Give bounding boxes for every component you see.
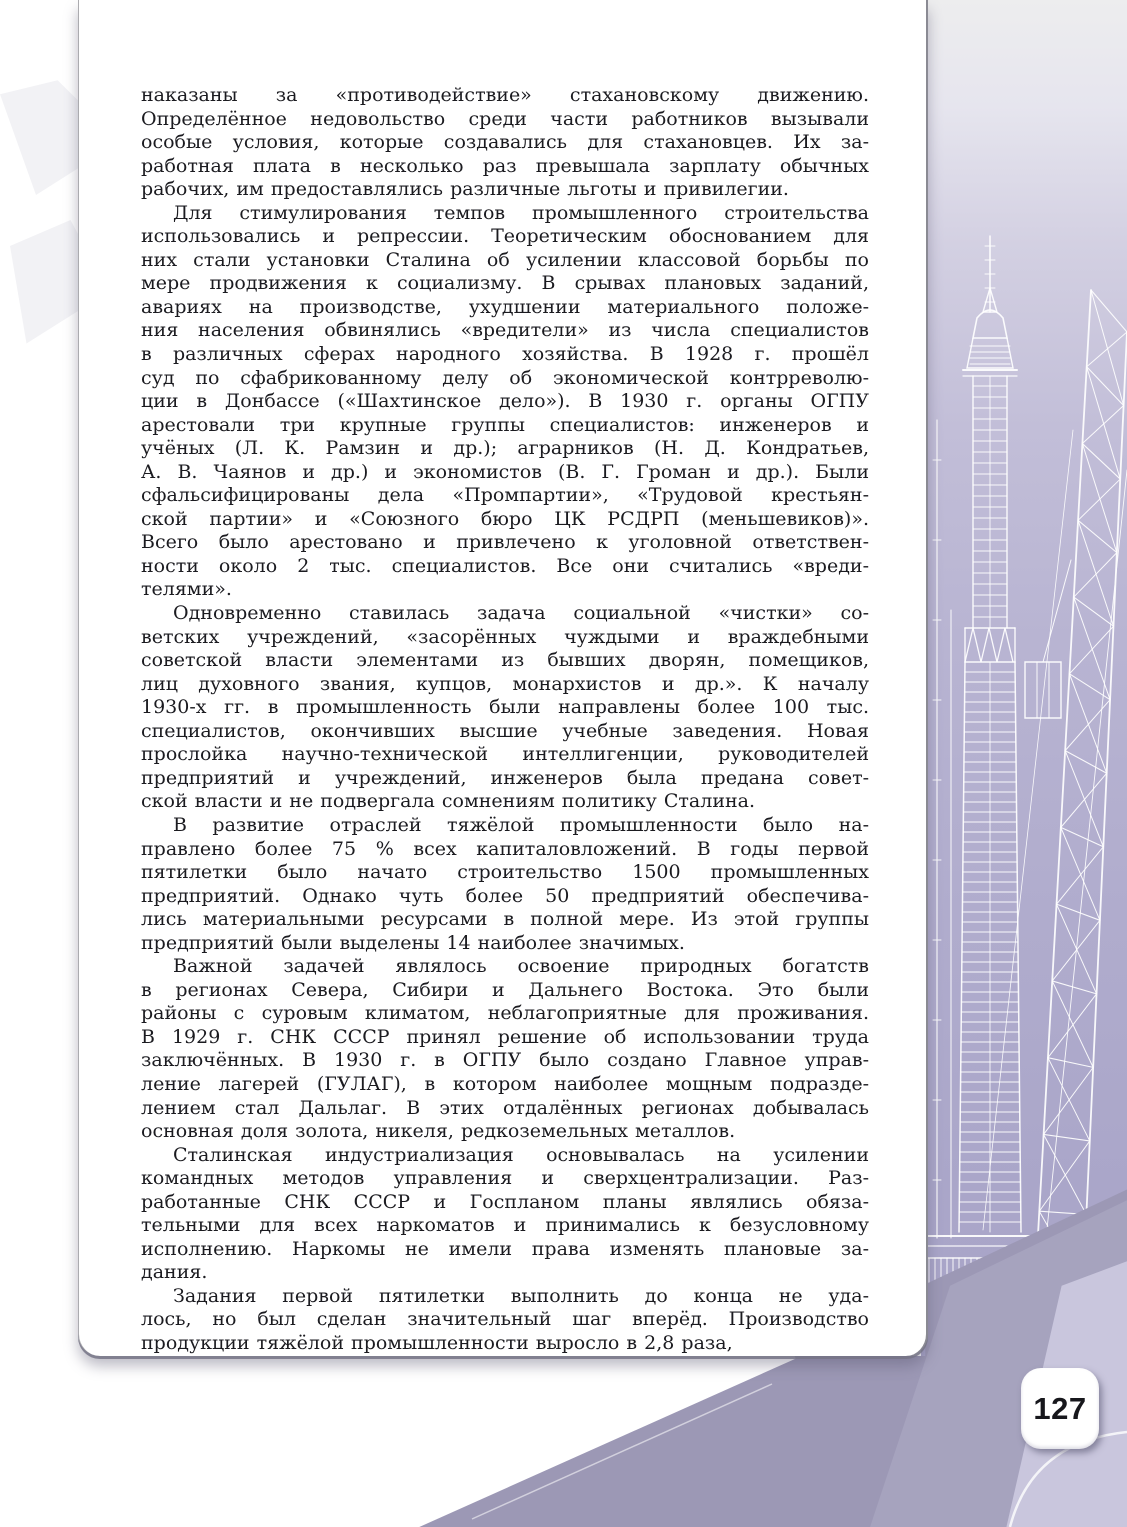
text-line: Определённое недовольство среди части работников вызывали [141,107,869,130]
paragraph [141,202,869,602]
text-line: продукции тяжёлой промышленности выросло в 2,8 раза, [141,1331,733,1354]
text-line: ской партии» и «Союзного бюро ЦК РСДРП (меньшевиков)». [141,507,869,530]
text-line: них стали установки Сталина об усилении классовой борьбы по [141,248,869,271]
text-line: сфальсифицированы дела «Промпартии», «Трудовой крестьян- [141,484,869,507]
text-line: пятилетки было начато строительство 1500 промышленных [141,861,869,884]
text-line: Задания первой пятилетки выполнить до конца не уда- [173,1284,869,1307]
text-line: рабочих, им предоставлялись различные льготы и привилегии. [141,178,789,201]
text-line: лось, но был сделан значительный шаг вперёд. Производство [141,1308,869,1331]
text-line: Сталинская индустриализация основывалась на усилении [173,1143,869,1166]
text-line: учёных (Л. К. Рамзин и др.); аграрников (Н. Д. Кондратьев, [141,437,869,460]
text-line: ветских учреждений, «засорённых чуждыми и враждебными [141,625,869,648]
text-line: тельными для всех наркоматов и принимались к безусловному [141,1214,869,1237]
text-line: телями». [141,578,232,601]
text-line: прослойка научно-технической интеллигенции, руководителей [141,743,869,766]
page-number: 127 [1033,1390,1087,1426]
text-line: лением стал Дальлаг. В этих отдалённых регионах добывалась [141,1096,869,1119]
paragraph [141,814,869,955]
paragraph [141,1144,869,1285]
text-line: лиц духовного звания, купцов, монархистов и др.». К началу [141,672,869,695]
text-line: мере продвижения к социализму. В срывах плановых заданий, [141,272,869,295]
text-line: арестовали три крупные группы специалистов: инженеров и [141,413,869,436]
paragraph [141,1285,869,1356]
paragraph [141,602,869,814]
text-line: А. В. Чаянов и др.) и экономистов (В. Г. Громан и др.). Были [141,460,869,483]
text-line: основная доля золота, никеля, редкоземельных металлов. [141,1120,736,1143]
text-line: правлено более 75 % всех капиталовложений. В годы первой [141,837,869,860]
text-line: ности около 2 тыс. специалистов. Все они считались «вреди- [141,554,869,577]
text-line: районы с суровым климатом, неблагоприятные для проживания. [141,1002,869,1025]
text-line: авариях на производстве, ухудшении материального положе- [141,295,869,318]
text-line: Для стимулирования темпов промышленного строительства [173,201,869,224]
text-line: 1930-х гг. в промышленность были направлены более 100 тыс. [141,696,869,719]
text-line: командных методов управления и сверхцентрализации. Раз- [141,1167,869,1190]
text-line: В 1929 г. СНК СССР принял решение об использовании труда [141,1025,869,1048]
text-line: ции в Донбассе («Шахтинское дело»). В 1930 г. органы ОГПУ [141,390,869,413]
text-line: исполнению. Наркомы не имели права изменять плановые за- [141,1237,869,1260]
text-line: в регионах Севера, Сибири и Дальнего Востока. Это были [141,978,869,1001]
paragraph [141,84,869,202]
text-line: ской власти и не подвергала сомнениям политику Сталина. [141,790,756,813]
paragraph [141,955,869,1143]
text-line: суд по сфабрикованному делу об экономической контрреволю- [141,366,869,389]
text-line: ление лагерей (ГУЛАГ), в котором наиболее мощным подразде- [141,1072,869,1095]
text-line: в различных сферах народного хозяйства. В 1928 г. прошёл [141,343,869,366]
text-line: специалистов, окончивших высшие учебные заведения. Новая [141,719,869,742]
text-line: использовались и репрессии. Теоретическим обоснованием для [141,225,869,248]
text-line: особые условия, которые создавались для стахановцев. Их за- [141,131,869,154]
text-line: предприятий и учреждений, инженеров была предана совет- [141,766,869,789]
text-line: В развитие отраслей тяжёлой промышленности было на- [173,813,869,836]
text-line: Одновременно ставилась задача социальной «чистки» со- [173,602,869,625]
page-number-badge [1021,1368,1099,1449]
text-line: предприятий были выделены 14 наиболее значимых. [141,931,685,954]
textbook-page [78,0,928,1356]
text-line: лись материальными ресурсами в полной мере. Из этой группы [141,908,869,931]
text-line: заключённых. В 1930 г. в ОГПУ было создано Главное управ- [141,1049,869,1072]
text-line: наказаны за «противодействие» стахановскому движению. [141,84,869,106]
text-line: советской власти элементами из бывших дворян, помещиков, [141,649,869,672]
text-line: дания. [141,1261,208,1284]
text-line: работная плата в несколько раз превышала зарплату обычных [141,154,869,177]
text-line: Важной задачей являлось освоение природных богатств [173,955,869,978]
text-line: предприятий. Однако чуть более 50 предприятий обеспечива- [141,884,869,907]
text-line: Всего было арестовано и привлечено к уголовной ответствен- [141,531,869,554]
text-line: ния населения обвинялись «вредители» из числа специалистов [141,319,869,342]
page-text [79,0,926,1356]
text-line: работанные СНК СССР и Госпланом планы являлись обяза- [141,1190,869,1213]
